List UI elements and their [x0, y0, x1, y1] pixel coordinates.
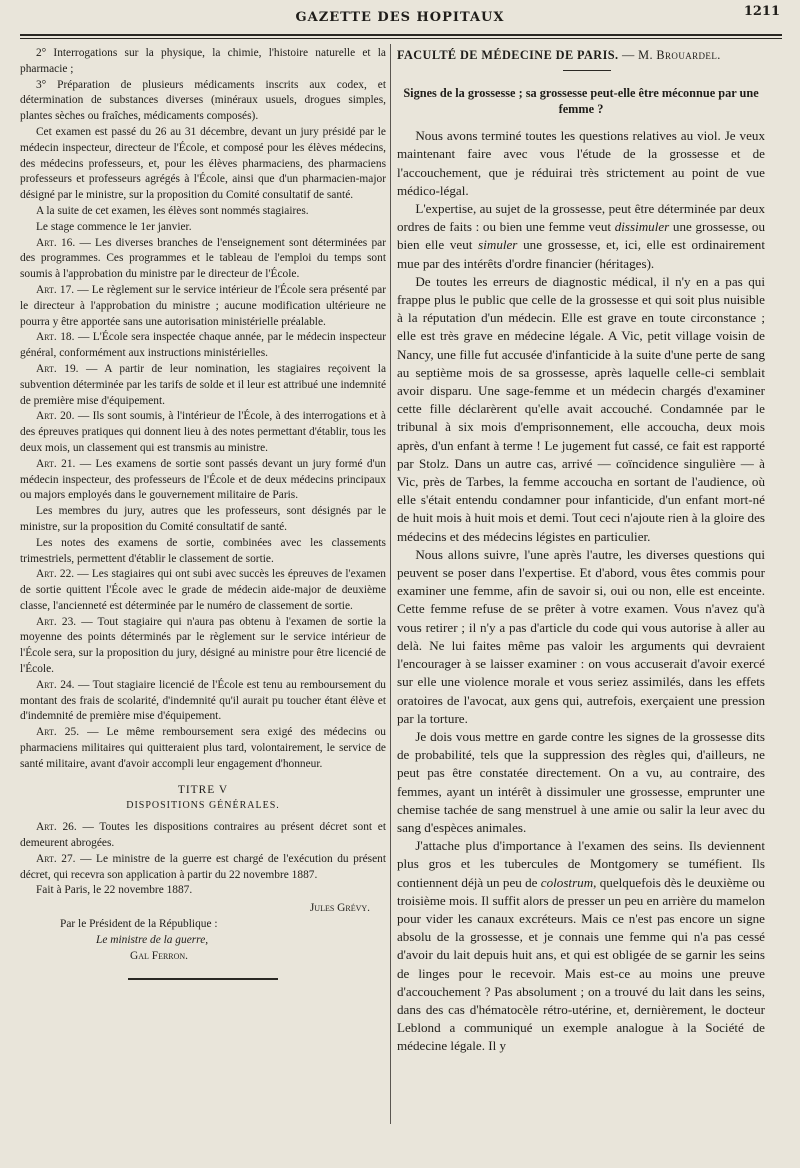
article-heading: Signes de la grossesse ; sa grossesse peut-elle être méconnue par une femme ?: [403, 86, 759, 117]
article-text: — Les examens de sortie sont passés devant un jury formé d'un médecin inspecteur, des professeurs de l'École et de deux médecins principaux ou majors employés dans le gouvernement militaire de Paris.: [20, 457, 386, 502]
italic-text: colostrum: [540, 874, 594, 890]
page-header: [0, 0, 800, 30]
president-line: Par le Président de la République :: [60, 918, 218, 931]
minister-line: Le ministre de la guerre,: [96, 933, 209, 946]
article-18: [20, 330, 386, 362]
paragraph: [397, 837, 765, 1055]
paragraph: Cet examen est passé du 26 au 31 décembre, devant un jury présidé par le médecin inspecteur, directeur de l'École, et composé pour les élèves médecins, des médecins professeurs, et, pour les élèves pharmaciens, des pharmaciens professeurs et professeurs agrégés à l'École, ainsi que d'un pharmacien-major désigné par le ministre, sur la proposition du Comité consultatif de santé.: [20, 125, 386, 202]
article-label: Art. 16.: [35, 236, 76, 249]
article-text: — L'École sera inspectée chaque année, par le médecin inspecteur général, conformément aux instructions ministérielles.: [20, 331, 386, 360]
article-text: — Tout stagiaire qui n'aura pas obtenu à l'examen de sortie la moyenne des points déterminés par le règlement sur le service intérieur de l'École sera, sur la proposition du jury, désigné au ministre pour être licencié de l'École.: [20, 615, 386, 676]
article-27: [20, 852, 386, 884]
paragraph: De toutes les erreurs de diagnostic médical, il n'y en a pas qui frappe plus le public que celle de la grossesse et qui soit plus nuisible à la réputation d'un médecin. Elle est grave en toute circonstance ; elle est très grave en médecine légale. A Vic, petit village voisin de Nancy, une fille fut accusée d'infanticide à la suite d'une perte de sang au septième mois de sa grossesse, après laquelle celle-ci semblait avoir disparu. Une sage-femme et un médecin chargés d'examiner cette fille déclarèrent qu'elle avait accouché. Condamnée par le tribunal à six mois d'emprisonnement, elle accoucha, deux mois après, d'un enfant à terme ! Le jugement fut cassé, ce fait est rapporté par Stolz. Dans un autre cas, arrivé — coïncidence singulière — à Vic, près de Tarbes, la femme accoucha en sortant de l'audience, où elle s'était entendu condamner pour infanticide, d'un enfant mort-né de huit mois à huit mois et demi. Tout ceci n'ajoute rien à la gloire des médecins et des médecins légistes en particulier.: [397, 273, 765, 544]
text-run: une grossesse, et, ici, elle est ordinairement mue par des intérêts d'ordre financier (héritages).: [397, 237, 765, 271]
paragraph: 3° Préparation de plusieurs médicaments inscrits aux codex, et détermination de substances diverses (minéraux usuels, drogues simples, plantes sèches ou fraîches, médicaments composés).: [20, 78, 386, 123]
article-text: — Toutes les dispositions contraires au présent décret sont et demeurent abrogées.: [20, 821, 386, 850]
article-23: [20, 615, 386, 678]
article-text: — Le règlement sur le service intérieur de l'École sera présenté par le directeur à l'approbation du ministre ; aucune modification ultérieure ne pourra y être apportée sans une autorisation ministérielle préalable.: [20, 283, 386, 328]
article-text: — Tout stagiaire licencié de l'École est tenu au remboursement du montant des frais de scolarité, d'indemnité qu'il aurait pu toucher étant élève et d'indemnité de première mise d'équipement.: [20, 678, 386, 723]
article-text: — Les stagiaires qui ont subi avec succès les épreuves de l'examen de sortie quittent l'École avec le grade de médecin aide-major de deuxième classe, l'ancienneté est déterminée par le numéro de classement de sortie.: [20, 568, 386, 612]
article-label: Art. 23.: [35, 615, 77, 628]
article-20: [20, 409, 386, 456]
italic-text: simuler: [478, 237, 518, 253]
article-17: [20, 283, 386, 330]
faculty-name: FACULTÉ DE MÉDECINE DE PARIS.: [397, 48, 619, 62]
general-signature: Gal Ferron.: [130, 949, 189, 962]
section-subtitle: DISPOSITIONS GÉNÉRALES.: [126, 800, 280, 812]
article-26: [20, 820, 386, 852]
article-label: Art. 27.: [35, 852, 76, 865]
paragraph: Les membres du jury, autres que les professeurs, sont désignés par le ministre, sur la proposition du Comité consultatif de santé.: [20, 505, 386, 533]
article-label: Art. 24.: [35, 678, 75, 691]
paragraph: Le stage commence le 1er janvier.: [35, 220, 192, 233]
paragraph: Les notes des examens de sortie, combinées avec les classements trimestriels, permettent d'établir le classement de sortie.: [20, 536, 386, 565]
article-label: Art. 22.: [35, 568, 75, 581]
journal-title: GAZETTE DES HOPITAUX: [295, 10, 505, 25]
article-text: — A partir de leur nomination, les stagiaires reçoivent la subvention déterminée par les tarifs de solde et il leur est attribué une indemnité de première mise d'équipement.: [20, 362, 386, 407]
article-label: Art. 19.: [35, 362, 79, 375]
article-25: [20, 725, 386, 772]
article-text: — Les diverses branches de l'enseignement sont déterminées par des programmes. Ces programmes et le tableau de l'emploi du temps sont soumis à l'approbation du ministre par le directeur de l'École.: [20, 236, 386, 281]
article-label: Art. 26.: [35, 821, 77, 834]
article-21: [20, 457, 386, 504]
article-22: [20, 567, 386, 614]
paragraph: Nous avons terminé toutes les questions relatives au viol. Je veux maintenant faire avec vous l'étude de la grossesse et de l'accouchement, que je réduirai très strictement au point de vue médico-légal.: [397, 128, 765, 198]
article-label: Art. 17.: [35, 283, 75, 296]
article-label: Art. 25.: [35, 726, 80, 739]
paragraph: Je dois vous mettre en garde contre les signes de la grossesse dits de probabilité, tels que la suppression des règles qui, d'ailleurs, ne peut pas être constatée directement. On a vu, au contraire, des femmes, ayant un intérêt à dissimuler une grossesse, emprunter une chemise tachée de sang menstruel à une amie ou salir la leur avec du sang d'espèces animales.: [397, 728, 765, 835]
article-text: — Le ministre de la guerre est chargé de l'exécution du présent décret, qui recevra son application à partir du 22 novembre 1887.: [20, 852, 386, 881]
faculty-heading: [397, 46, 765, 64]
paragraph: Nous allons suivre, l'une après l'autre, les diverses questions qui peuvent se poser dans l'expertise. Et d'abord, vous êtes commis pour examiner une femme, afin de savoir si, oui ou non, elle est enceinte. Cette femme refuse de se prêter à votre examen. Vous n'avez qu'à vous retirer ; il n'y a pas d'article du code qui vous autorise à aller au delà. Ne lui faites même pas valoir les arguments qui devraient l'encourager à se laisser examiner : on vous accuserait d'avoir exercé sur elle une violence morale et vous seriez assimilés, dans les effets oratoires de l'avocat, aux gens qui, autrefois, exerçaient une pression par la torture.: [397, 546, 765, 726]
paragraph: A la suite de cet examen, les élèves sont nommés stagiaires.: [35, 204, 309, 217]
section-title: TITRE V: [177, 783, 229, 796]
article-text: — Le même remboursement sera exigé des médecins ou pharmaciens militaires qui quitteraient plus tard, volontairement, le service de santé militaire, avant d'avoir accompli leur engagement d'honneur.: [20, 726, 386, 770]
header-rule-thin: [20, 38, 782, 39]
article-text: — Ils sont soumis, à l'intérieur de l'École, à des interrogations et à des épreuves pratiques qui donnent lieu à des notes permettant d'établir, tous les deux mois, un classement qui est transmis au ministre.: [20, 410, 386, 454]
text-run: une grossesse, ou bien elle veut: [397, 219, 765, 253]
article-label: Art. 21.: [35, 457, 76, 470]
article-label: Art. 18.: [35, 331, 75, 344]
right-column: [397, 46, 765, 1146]
left-column: [20, 46, 386, 1146]
paragraph: [397, 200, 765, 273]
article-24: [20, 678, 386, 725]
italic-text: dissimuler: [614, 219, 670, 235]
article-label: Art. 20.: [35, 410, 75, 423]
column-divider: [390, 44, 391, 1124]
page-number: 1211: [743, 4, 780, 19]
president-signature: Jules Grévy.: [309, 902, 370, 915]
text-run: , quelquefois dès le deuxième ou troisième mois. Il suffit alors de presser un peu en arrière du mamelon pour vider les canaux excréteurs. Mais ce n'est pas encore un signe absolu de la grossesse, et je connais une femme qui n'a pas cessé d'avoir du lait depuis huit ans, et qui est obligée de se garnir les seins de linges pour le recevoir. Mais est-ce au moins une preuve d'accouchement ? Pas absolument ; on a trouvé du lait dans les seins, dans des cas d'hématocèle rétro-utérine, et, dernièrement, le docteur Leblond a communiqué un exemple analogue à la Société de médecine légale. Il y: [397, 874, 765, 1054]
text-run: J'attache plus d'importance à l'examen des seins. Ils deviennent plus gros et les tubercules de Montgomery se tuméfient. Ils contiennent déjà un peu de: [397, 838, 765, 890]
header-rule: [20, 34, 782, 36]
date-line: Fait à Paris, le 22 novembre 1887.: [35, 884, 193, 897]
paragraph: 2° Interrogations sur la physique, la chimie, l'histoire naturelle et la pharmacie ;: [20, 47, 386, 75]
end-rule: [128, 978, 278, 980]
article-16: [20, 236, 386, 283]
heading-rule: [563, 70, 611, 71]
lecture-author: — M. Brouardel.: [618, 48, 721, 62]
article-19: [20, 362, 386, 409]
text-run: L'expertise, au sujet de la grossesse, peut être déterminée par deux ordres de faits : ou bien une femme veut: [397, 201, 765, 235]
